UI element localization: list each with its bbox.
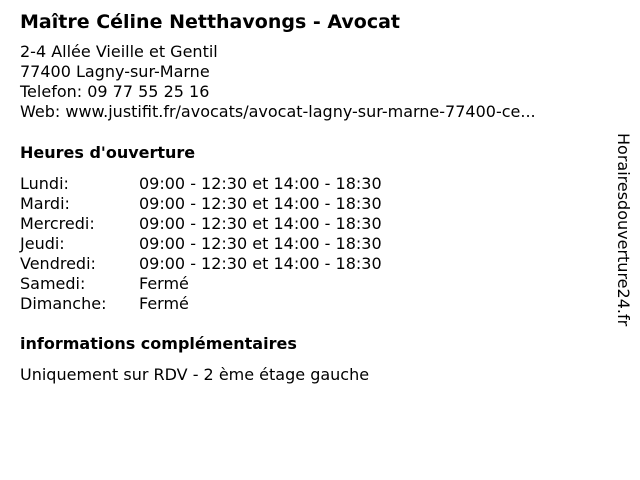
additional-info-heading: informations complémentaires — [20, 334, 297, 353]
hours-row-saturday — [20, 274, 382, 294]
hours-row-monday — [20, 174, 382, 194]
phone-number[interactable]: Telefon: 09 77 55 25 16 — [20, 82, 210, 101]
day-label: Lundi: — [20, 174, 69, 193]
day-hours: 09:00 - 12:30 et 14:00 - 18:30 — [139, 254, 382, 273]
day-hours: 09:00 - 12:30 et 14:00 - 18:30 — [139, 234, 382, 253]
day-label: Vendredi: — [20, 254, 96, 273]
day-label: Mercredi: — [20, 214, 95, 233]
day-hours: 09:00 - 12:30 et 14:00 - 18:30 — [139, 174, 382, 193]
day-label: Samedi: — [20, 274, 86, 293]
day-hours: 09:00 - 12:30 et 14:00 - 18:30 — [139, 214, 382, 233]
day-label: Dimanche: — [20, 294, 107, 313]
day-hours: Fermé — [139, 294, 189, 313]
day-hours: 09:00 - 12:30 et 14:00 - 18:30 — [139, 194, 382, 213]
address-city: 77400 Lagny-sur-Marne — [20, 62, 210, 81]
day-hours: Fermé — [139, 274, 189, 293]
website-link[interactable]: Web: www.justifit.fr/avocats/avocat-lagny-sur-marne-77400-ce... — [20, 102, 536, 121]
day-label: Mardi: — [20, 194, 70, 213]
hours-row-sunday — [20, 294, 382, 314]
hours-row-thursday — [20, 234, 382, 254]
business-card — [20, 10, 610, 385]
business-name: Maître Céline Netthavongs - Avocat — [20, 11, 400, 33]
opening-hours-table — [20, 174, 382, 314]
day-label: Jeudi: — [20, 234, 65, 253]
hours-row-friday — [20, 254, 382, 274]
opening-hours-heading: Heures d'ouverture — [20, 143, 196, 162]
additional-info-text: Uniquement sur RDV - 2 ème étage gauche — [20, 365, 370, 384]
hours-row-tuesday — [20, 194, 382, 214]
site-watermark: Horairesdouverture24.fr — [614, 133, 633, 327]
address-street: 2-4 Allée Vieille et Gentil — [20, 42, 218, 61]
hours-row-wednesday — [20, 214, 382, 234]
